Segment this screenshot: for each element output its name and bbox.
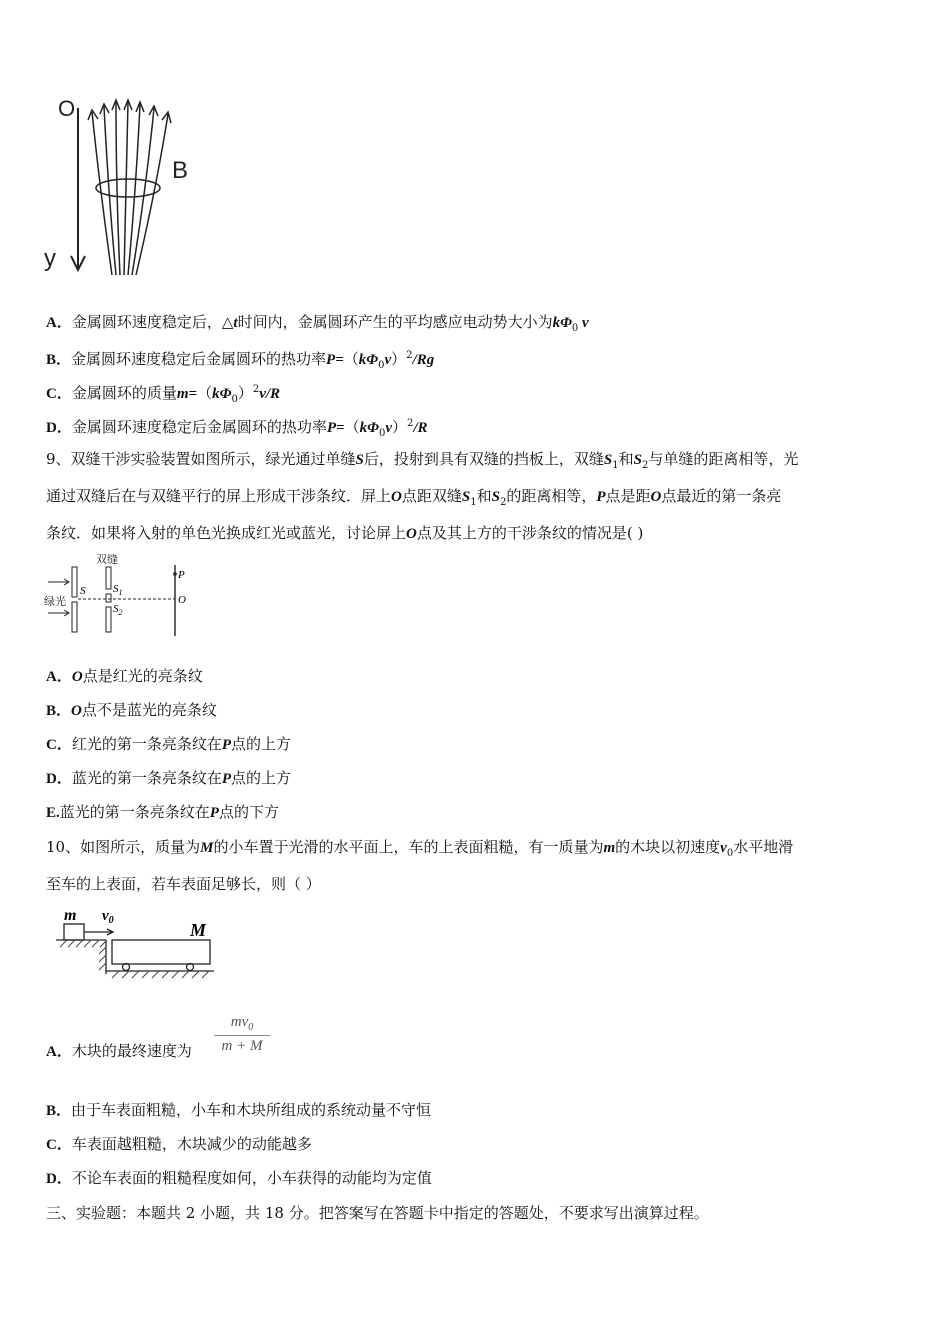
double-slit-middle-plate (106, 594, 111, 602)
q8-option-b: B．金属圆环速度稳定后金属圆环的热功率$P=(k\Phi_0v)^2/Rg$ (46, 350, 435, 371)
single-slit-lower-plate (72, 602, 77, 632)
q8-option-a: A．金属圆环速度稳定后，△t时间内，金属圆环产生的平均感应电动势大小为$k\Phi_0$ v (46, 313, 589, 334)
q9-option-d: D．蓝光的第一条亮条纹在P点的上方 (46, 769, 292, 787)
q10-stem-line-1: 10、如图所示，质量为M的小车置于光滑的水平面上，车的上表面粗糙，有一质量为m的木块以初速度$v_0$水平地滑 (46, 838, 794, 859)
wood-block (64, 924, 84, 940)
ground-hatching (60, 940, 209, 978)
slit-s1-label: $S_1$ (113, 583, 123, 597)
q10-option-a: A．木块的最终速度为 (46, 1042, 192, 1060)
double-slit-figure (42, 550, 202, 640)
point-p-label: P (178, 569, 185, 581)
q8-option-c: C．金属圆环的质量$m=(k\Phi_0)^2v/R$ (46, 384, 281, 405)
q10-option-c: C．车表面越粗糙，木块减少的动能越多 (46, 1135, 312, 1153)
magnetic-field-figure (40, 90, 200, 285)
field-b-label: B (172, 157, 189, 184)
q9-stem-line-1: 9、双缝干涉实验装置如图所示，绿光通过单缝S后，投射到具有双缝的挡板上，双缝$S_1$和$S_2$与单缝的距离相等，光 (46, 450, 799, 471)
green-light-label: 绿光 (44, 595, 66, 608)
q9-option-c: C．红光的第一条亮条纹在P点的上方 (46, 735, 292, 753)
mass-m-label: m (64, 907, 77, 924)
slit-s-label: S (80, 585, 86, 597)
fraction-denominator: m + M (221, 1038, 263, 1054)
slit-s2-label: $S_2$ (113, 603, 123, 617)
velocity-label: $v_0$ (102, 908, 114, 926)
section-3-heading: 三、实验题：本题共 2 小题，共 18 分。把答案写在答题卡中指定的答题处，不要求写出演算过程。 (46, 1204, 709, 1222)
q9-option-e: E.蓝光的第一条亮条纹在P点的下方 (46, 803, 279, 821)
point-o-label: O (178, 594, 186, 606)
q10-stem-line-2: 至车的上表面，若车表面足够长，则（ ） (46, 875, 321, 893)
single-slit-upper-plate (72, 567, 77, 597)
axis-y-label: y (44, 245, 56, 272)
axis-o-label: O (58, 96, 76, 121)
double-slit-label: 双缝 (96, 553, 118, 566)
q9-option-b: B．O点不是蓝光的亮条纹 (46, 701, 217, 719)
q9-stem-line-3: 条纹．如果将入射的单色光换成红光或蓝光，讨论屏上O点及其上方的干涉条纹的情况是( ) (46, 524, 644, 542)
point-p-dot (173, 572, 177, 576)
final-velocity-fraction (214, 1014, 270, 1055)
field-lines (88, 100, 171, 275)
metal-ring (96, 179, 160, 197)
cart-block-figure (54, 904, 219, 982)
double-slit-top-plate (106, 567, 111, 589)
q10-option-d: D．不论车表面的粗糙程度如何，小车获得的动能均为定值 (46, 1169, 432, 1187)
q9-option-a: A．O点是红光的亮条纹 (46, 667, 203, 685)
q9-stem-line-2: 通过双缝后在与双缝平行的屏上形成干涉条纹．屏上O点距双缝$S_1$和$S_2$的距离相等，P点是距O点最近的第一条亮 (46, 487, 782, 508)
q10-option-b: B．由于车表面粗糙，小车和木块所组成的系统动量不守恒 (46, 1101, 432, 1119)
cart-body (112, 940, 210, 964)
mass-big-m-label: M (190, 920, 207, 940)
double-slit-bottom-plate (106, 607, 111, 632)
q8-option-d: D．金属圆环速度稳定后金属圆环的热功率$P=(k\Phi_0v)^2/R$ (46, 418, 428, 439)
fraction-numerator: $mv_0$ (214, 1014, 270, 1036)
